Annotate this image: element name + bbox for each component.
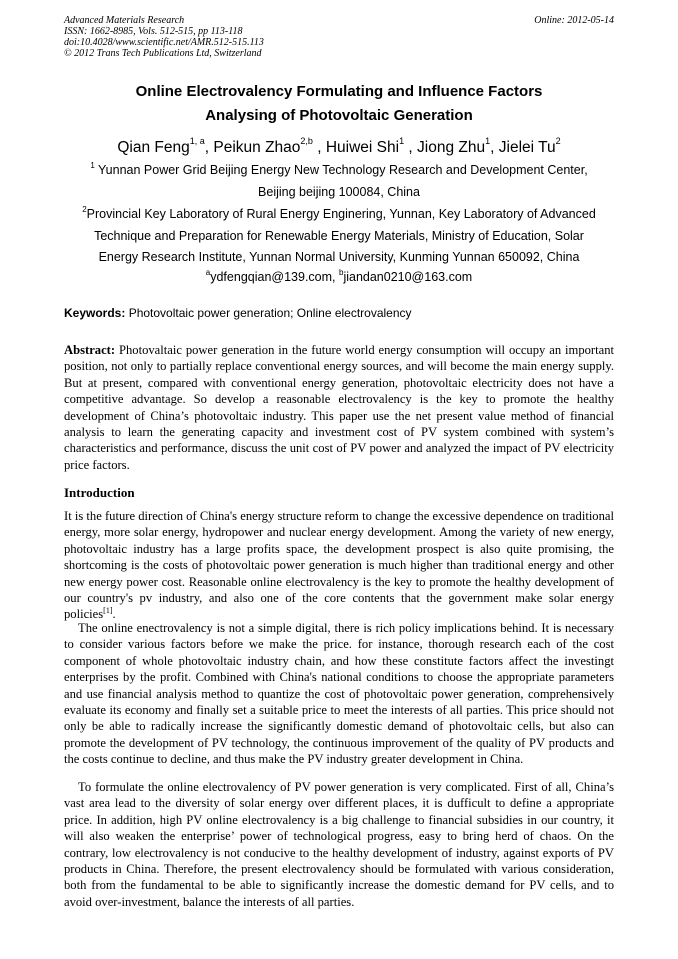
title-line-1: Online Electrovalency Formulating and Influence Factors — [135, 83, 543, 100]
online-date: Online: 2012-05-14 — [534, 15, 614, 26]
keywords — [64, 304, 614, 322]
affiliation-2-line-3: Energy Research Institute, Yunnan Normal University, Kunming Yunnan 650092, China — [98, 250, 580, 264]
affiliation-1-text: Yunnan Power Grid Beijing Energy New Technology Research and Development Center, — [94, 163, 588, 177]
affiliation-1-line-1 — [40, 160, 638, 182]
citation-ref[interactable]: [1] — [103, 606, 113, 616]
page-header — [64, 15, 614, 59]
abstract-text: Photovaltaic power generation in the future world energy consumption will occupy an important position, not only to partially replace conventional energy sources, and will become the main energy supply. But at present, compared with conventional energy generation, photovoltaic electricity does not have a competitive advantage. So develop a reasonable electrovalency is the key to promote the healthy development of China’s photovoltaic industry. This paper use the net present value method of financial analysis to learn the generating capacity and investment cost of PV system combined with system’s characteristics and performance, discuss the unit cost of PV power and analyzed the impact of PV electricity price factors. — [64, 343, 614, 472]
title-line-2: Analysing of Photovoltaic Generation — [205, 107, 473, 124]
author-emails — [40, 267, 638, 287]
author-separator: , — [404, 139, 418, 156]
copyright-line: © 2012 Trans Tech Publications Ltd, Switzerland — [64, 48, 262, 59]
affiliation-2-line-2: Technique and Preparation for Renewable Energy Materials, Ministry of Education, Solar — [94, 228, 584, 243]
introduction-paragraph-2: The online enectrovalency is not a simple digital, there is rich policy implications behind. It is necessary to consider various factors before we make the price. for instance, thorough research each of the cost component of whole photovoltaic industry chain, and how these constitute factors affect the investingt enterprises by the profit. Combined with China's national conditions to choose the appropriate parameters and use financial analysis method to quantize the cost of photovoltaic power generation, comprehensively evaluate its economy and finally set a suitable price to meet the interests of all parties. This price should not only be able to radically increase the significantly domestic demand of photovoltaic cells, but also can promote the development of PV technology, the continuous improvement of the quality of PV products and the costs continue to decline, and thus make the PV industry greater development in China. — [64, 621, 614, 767]
email-a[interactable]: ydfengqian@139.com, — [210, 270, 339, 284]
doi-line: doi:10.4028/www.scientific.net/AMR.512-515.113 — [64, 37, 264, 48]
paragraph-text: It is the future direction of China's energy structure reform to change the excessive dependence on traditional energy, more solar energy, hydropower and nuclear energy development. Among the variety of new energy, photovoltaic industry has a large profits space, the development prospect is also quite promising, the shortcoming is the costs of photovoltaic power generation is much higher than traditional energy and other new energy power cost. Reasonable online electrovalency is the key to promote the healthy development of our country's pv industry, and also one of the core contents that the government make solar energy policies — [64, 509, 614, 622]
journal-name: Advanced Materials Research — [64, 15, 185, 26]
affiliation-2-text: Provincial Key Laboratory of Rural Energy Enginering, Yunnan, Key Laboratory of Advanced — [86, 207, 596, 221]
author-affiliation-mark: 2,b — [300, 136, 313, 146]
author-affiliation-mark: 1, a — [189, 136, 205, 146]
keywords-text: Photovoltaic power generation; Online electrovalency — [125, 306, 412, 320]
author-affiliation-mark: 2 — [555, 136, 561, 146]
author-affiliation-mark: 1 — [485, 136, 491, 146]
affiliation-1-line-2: Beijing beijing 100084, China — [258, 184, 420, 199]
introduction-paragraph-1 — [64, 508, 614, 623]
issn-line: ISSN: 1662-8985, Vols. 512-515, pp 113-118 — [64, 26, 243, 37]
author-name: Peikun Zhao — [213, 139, 301, 156]
paragraph-end: . — [112, 607, 116, 622]
affiliation-2-mark: 2 — [82, 205, 87, 214]
affiliation-2-line-1 — [40, 204, 638, 226]
author-separator: , — [312, 139, 326, 156]
abstract — [64, 342, 614, 473]
email-a-mark: a — [205, 268, 211, 277]
abstract-label: Abstract: — [64, 343, 116, 357]
author-name: Huiwei Shi — [325, 139, 400, 156]
author-affiliation-mark: 1 — [399, 136, 405, 146]
author-separator: , — [204, 139, 214, 156]
email-b-mark: b — [338, 268, 344, 277]
affiliation-1-mark: 1 — [90, 161, 95, 170]
affiliation-2 — [40, 204, 638, 269]
author-separator: , — [490, 139, 499, 156]
author-name: Jiong Zhu — [417, 139, 486, 156]
keywords-label: Keywords: — [64, 306, 126, 320]
author-name: Jielei Tu — [498, 139, 556, 156]
affiliation-1 — [40, 160, 638, 203]
paper-title — [40, 80, 638, 128]
author-name: Qian Feng — [117, 139, 190, 156]
email-b[interactable]: jiandan0210@163.com — [343, 270, 473, 284]
introduction-paragraph-3: To formulate the online electrovalency of PV power generation is very complicated. First of all, China’s vast area lead to the diversity of solar energy over different places, it is dufficult to define a appropriate price. In addition, high PV online electrovalency is a big challenge to financial subsidies in our country, it will also weaken the enterprise’ power of technological progress, easy to bring herd of chaos. On the contrary, low electrovalency is not conducive to the healthy development of industry, against exports of PV products in China. Therefore, the present electrovalency should be formulated with various consideration, both from the fundamental to be able to significantly increase the domestic demand for PV cells, and to avoid over-investment, balance the interests of all parties. — [64, 780, 614, 909]
introduction-heading: Introduction — [64, 485, 135, 500]
author-list — [40, 137, 638, 159]
